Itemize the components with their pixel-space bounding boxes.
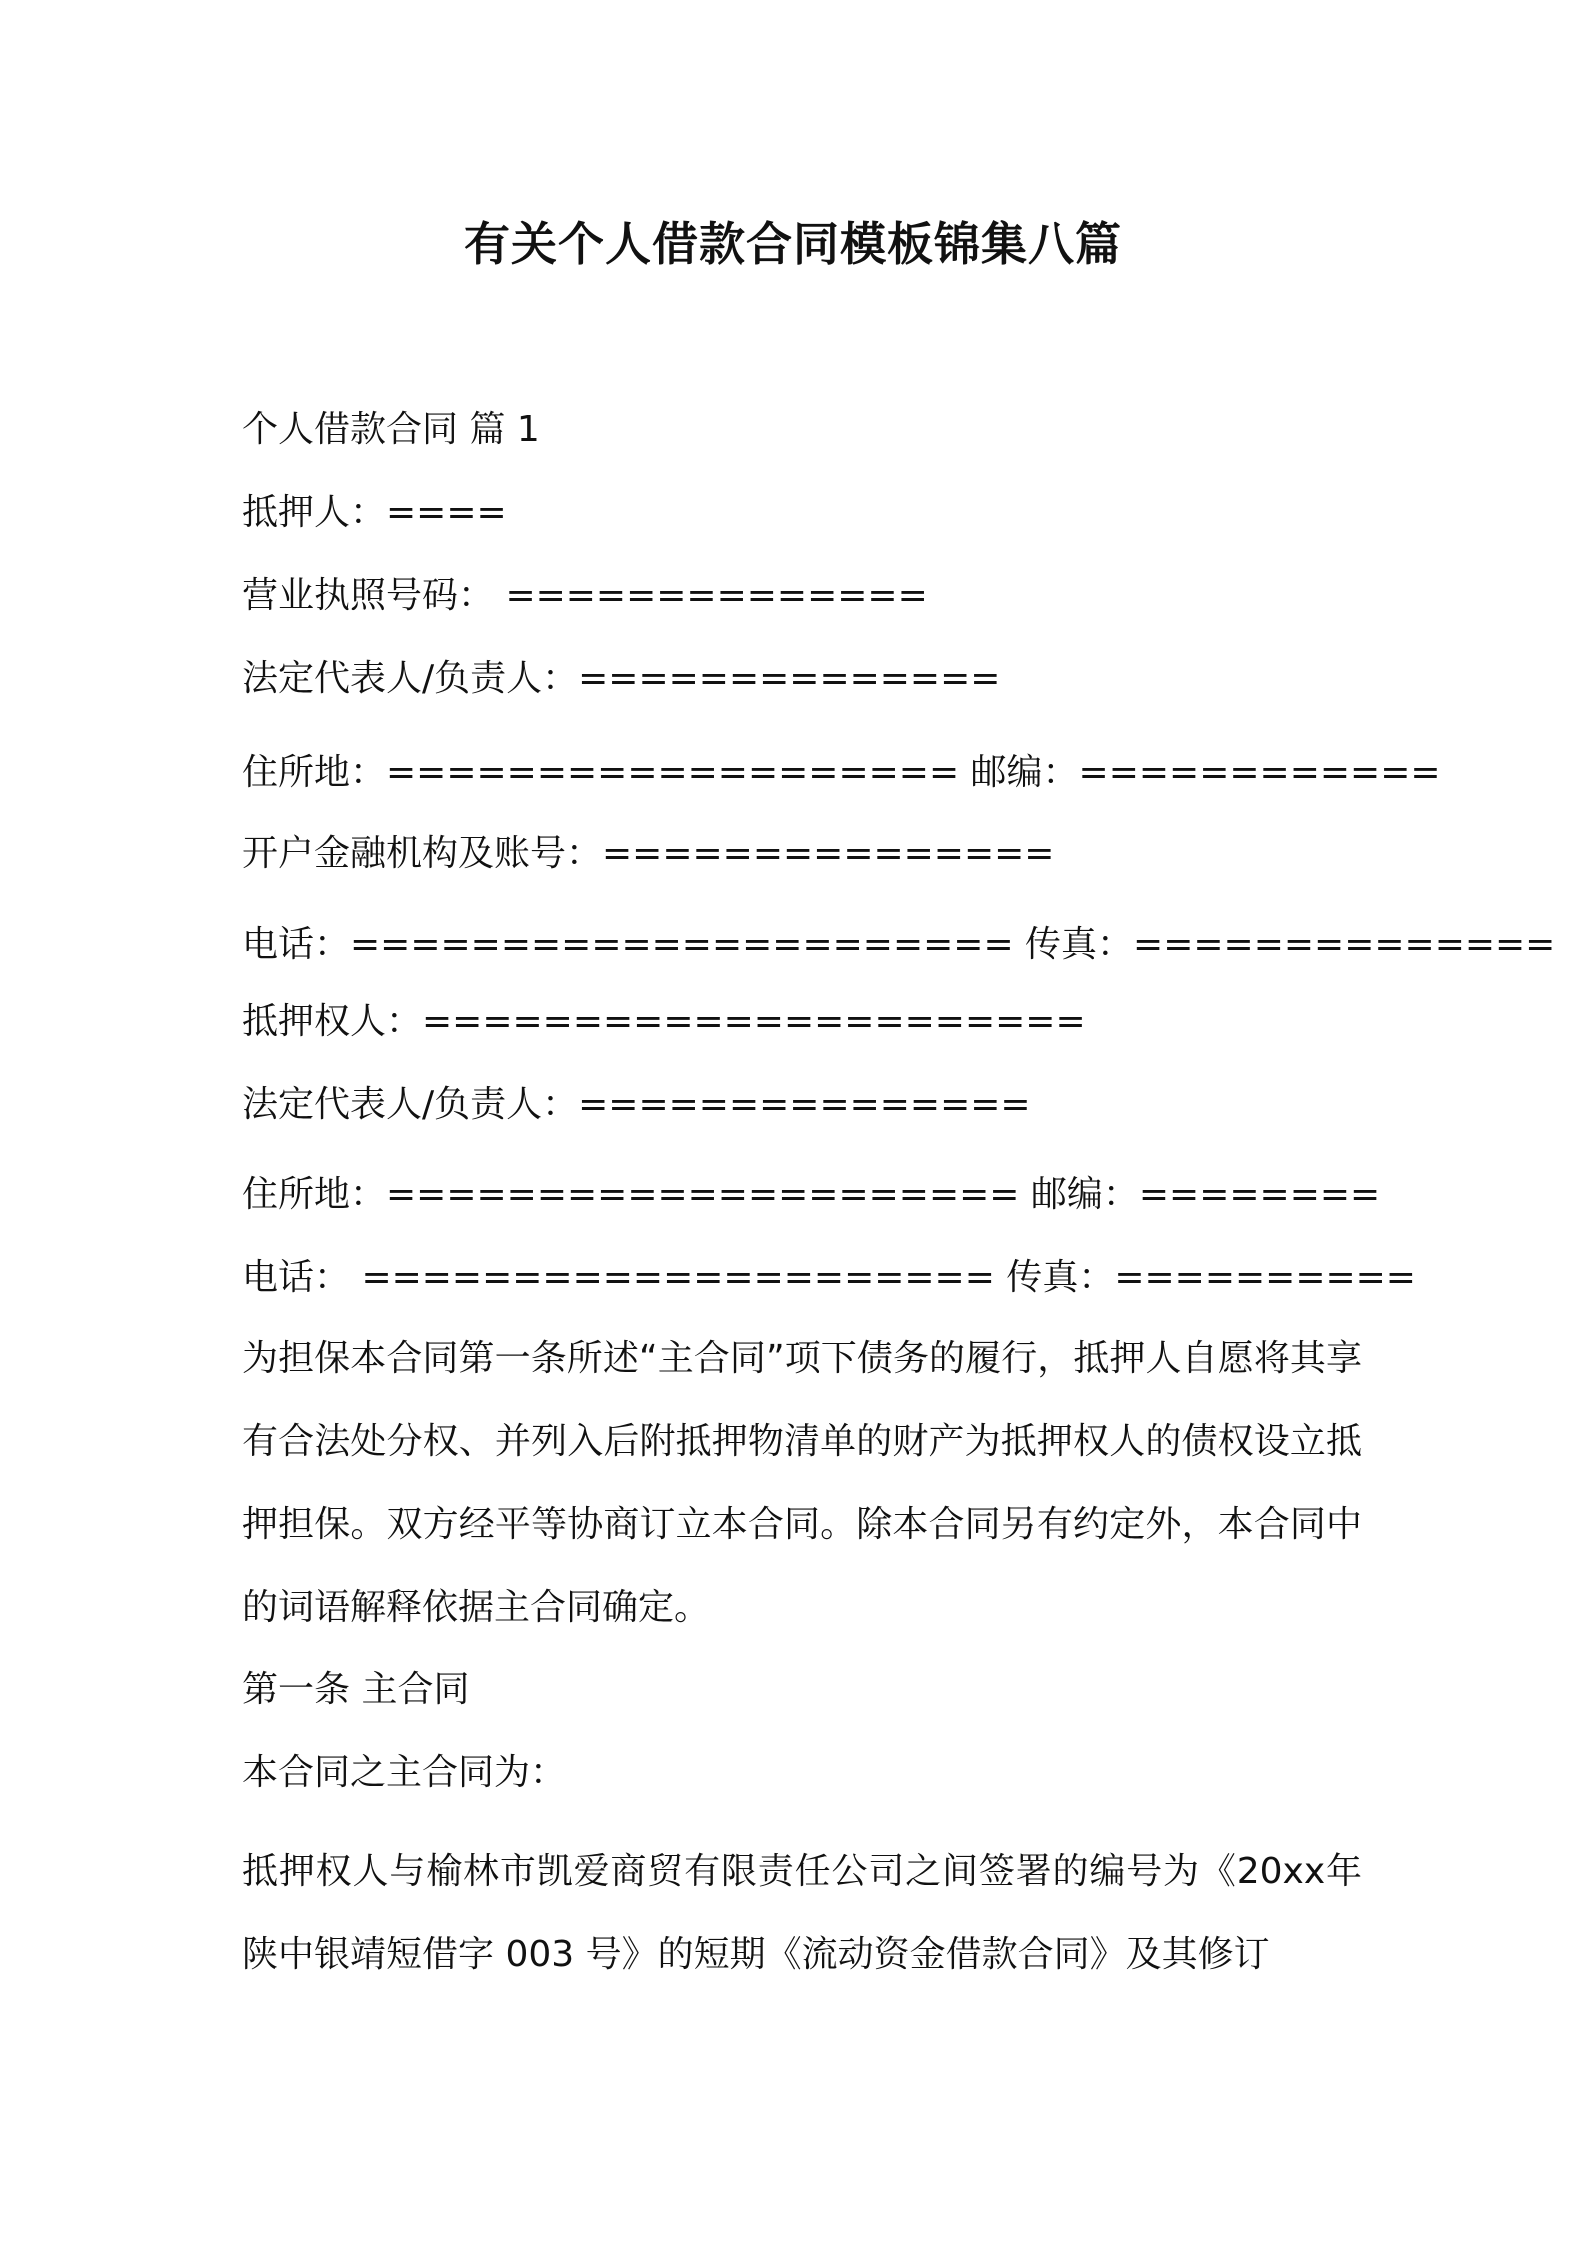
field-license-number: 营业执照号码： ============== (242, 575, 928, 616)
field-address-zip-2: 住所地：===================== 邮编：======== (242, 1174, 1381, 1215)
field-legal-representative-2: 法定代表人/负责人：=============== (242, 1084, 1031, 1125)
field-bank-account: 开户金融机构及账号：=============== (242, 833, 1055, 874)
document-title: 有关个人借款合同模板锦集八篇 (464, 217, 1122, 271)
article-1-heading: 第一条 主合同 (242, 1669, 470, 1710)
preamble-paragraph: 为担保本合同第一条所述“主合同”项下债务的履行，抵押人自愿将其享有合法处分权、并列入后附抵押物清单的财产为抵押权人的债权设立抵押担保。双方经平等协商订立本合同。除本合同另有约定外，本合同中的词语解释依据主合同确定。 (242, 1338, 1362, 1628)
field-phone-fax-1: 电话：====================== 传真：============== (242, 924, 1556, 965)
article-1-body: 抵押权人与榆林市凯爱商贸有限责任公司之间签署的编号为《20xx年陕中银靖短借字 003 号》的短期《流动资金借款合同》及其修订 (242, 1851, 1362, 1975)
field-mortgagee: 抵押权人：====================== (242, 1001, 1086, 1042)
article-1-intro: 本合同之主合同为： (242, 1752, 567, 1793)
section-heading: 个人借款合同 篇 1 (242, 409, 540, 450)
field-mortgagor: 抵押人：==== (242, 492, 507, 533)
field-phone-fax-2: 电话： ===================== 传真：========== (242, 1257, 1416, 1298)
field-address-zip-1: 住所地：=================== 邮编：============ (242, 752, 1441, 793)
field-legal-representative-1: 法定代表人/负责人：============== (242, 658, 1001, 699)
